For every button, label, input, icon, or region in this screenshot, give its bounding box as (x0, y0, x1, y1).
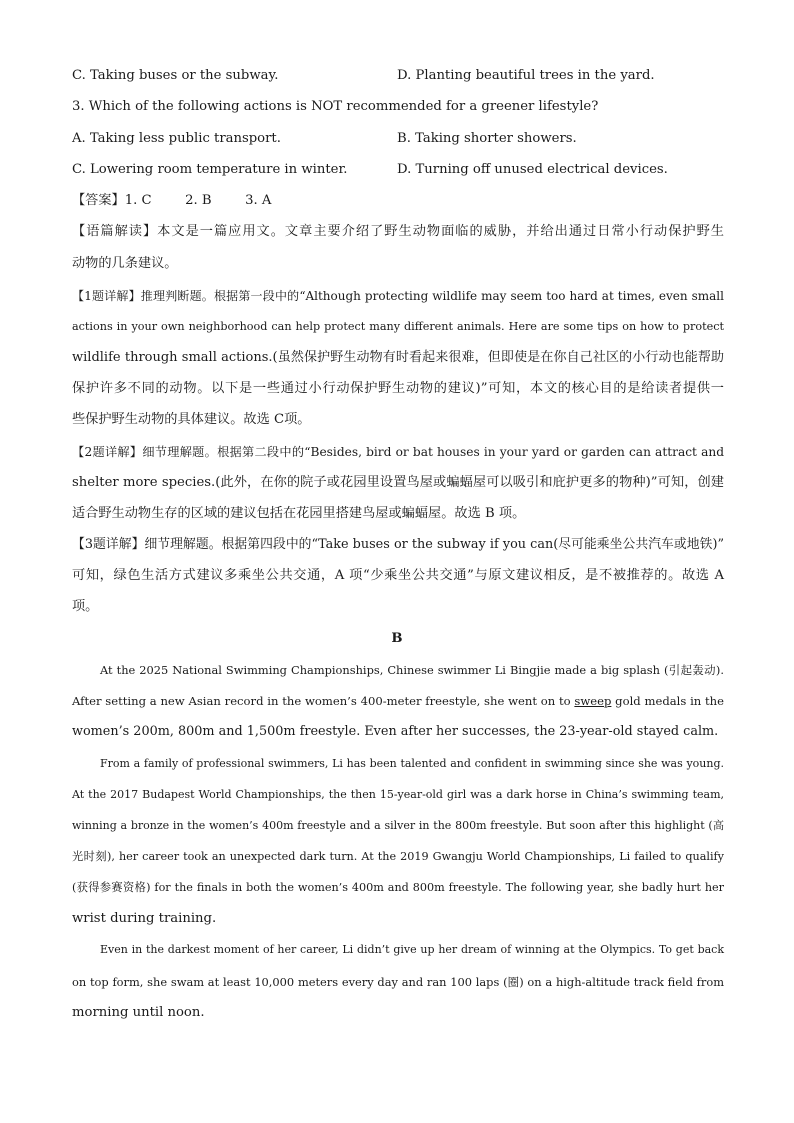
passage-p3-line-3: morning until noon. (72, 1005, 205, 1020)
passage-p1-line-3: women’s 200m, 800m and 1,500m freestyle. Even after her successes, the 23-year-old stayed calm. (72, 724, 719, 739)
passage-p2-line-4: 光时刻), her career took an unexpected dark turn. At the 2019 Gwangju World Championships, Li failed to qualify (72, 850, 724, 863)
answer-line: 【答案】1. C 2. B 3. A (72, 193, 272, 208)
q3-detail-line-3: 项。 (72, 599, 99, 614)
q1-detail-line-5: 些保护野生动物的具体建议。故选 C项。 (72, 412, 311, 427)
analysis-line-2: 动物的几条建议。 (72, 256, 178, 271)
passage-p1-line-2a: After setting a new Asian record in the women’s 400-meter freestyle, she went on to (72, 694, 575, 708)
q3-option-a: A. Taking less public transport. (72, 131, 281, 146)
passage-p2-line-3: winning a bronze in the women’s 400m freestyle and a silver in the 800m freestyle. But soon after this highlight (高 (72, 819, 724, 832)
option-d-prev: D. Planting beautiful trees in the yard. (397, 68, 655, 83)
passage-p2-line-5: (获得参赛资格) for the finals in both the women’s 400m and 800m freestyle. The following year, she badly hurt her (72, 881, 724, 894)
analysis-line-1: 【语篇解读】本文是一篇应用文。文章主要介绍了野生动物面临的威胁，并给出通过日常小行动保护野生 (72, 224, 724, 239)
q2-detail-line-2: shelter more species.(此外，在你的院子或花园里设置鸟屋或蝙蝠屋可以吸引和庇护更多的物种)”可知，创建 (72, 475, 724, 490)
q3-detail-line-2: 可知，绿色生活方式建议多乘坐公共交通，A 项“少乘坐公共交通”与原文建议相反，是不被推荐的。故选 A (72, 568, 724, 583)
q1-detail-line-1: 【1题详解】推理判断题。根据第一段中的“Although protecting wildlife may seem too hard at times, even small (72, 289, 724, 303)
passage-p3-line-2: on top form, she swam at least 10,000 meters every day and ran 100 laps (圈) on a high-altitude track field from (72, 975, 724, 989)
option-c-prev: C. Taking buses or the subway. (72, 68, 279, 83)
passage-p1-line-2 (72, 693, 724, 709)
passage-p2-line-2: At the 2017 Budapest World Championships, the then 15-year-old girl was a dark horse in China’s swimming team, (72, 788, 724, 801)
question-3: 3. Which of the following actions is NOT recommended for a greener lifestyle? (72, 99, 599, 114)
q1-detail-line-4: 保护许多不同的动物。以下是一些通过小行动保护野生动物的建议)”可知，本文的核心目的是给读者提供一 (72, 381, 724, 396)
section-b-title: B (391, 631, 403, 646)
passage-p2-line-6: wrist during training. (72, 911, 217, 926)
passage-p3-line-1: Even in the darkest moment of her career, Li didn’t give up her dream of winning at the Olympics. To get back (100, 943, 724, 956)
passage-p1-line-1: At the 2025 National Swimming Championships, Chinese swimmer Li Bingjie made a big splash (引起轰动). (100, 663, 724, 677)
q1-detail-line-3: wildlife through small actions.(虽然保护野生动物有时看起来很难，但即使是在你自己社区的小行动也能帮助 (72, 350, 724, 365)
q3-detail-line-1: 【3题详解】细节理解题。根据第四段中的“Take buses or the subway if you can(尽可能乘坐公共汽车或地铁)” (72, 537, 724, 552)
q3-option-c: C. Lowering room temperature in winter. (72, 162, 348, 177)
passage-p2-line-1: From a family of professional swimmers, Li has been talented and confident in swimming since she was young. (100, 757, 724, 770)
q2-detail-line-1: 【2题详解】细节理解题。根据第二段中的“Besides, bird or bat houses in your yard or garden can attract and (72, 445, 724, 459)
q2-detail-line-3: 适合野生动物生存的区域的建议包括在花园里搭建鸟屋或蝙蝠屋。故选 B 项。 (72, 506, 526, 521)
q1-detail-line-2: actions in your own neighborhood can help protect many different animals. Here are some tips on how to protect (72, 320, 724, 333)
passage-p1-line-2b: gold medals in the (611, 694, 725, 708)
q3-option-d: D. Turning off unused electrical devices. (397, 162, 668, 177)
underlined-word-sweep: sweep (574, 694, 612, 708)
q3-option-b: B. Taking shorter showers. (397, 131, 577, 146)
